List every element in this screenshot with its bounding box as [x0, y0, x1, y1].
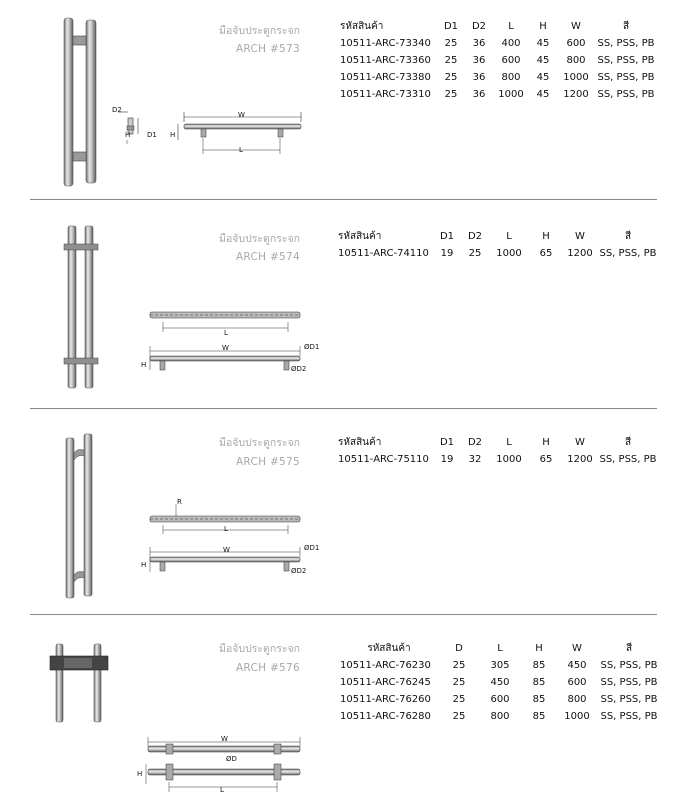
cell-w: 1200 — [567, 454, 593, 465]
product-section-574 — [0, 210, 684, 410]
product-title: มือจับประตูกระจก — [219, 643, 300, 655]
col-header-code: รหัสสินค้า — [340, 21, 384, 32]
table-header-row — [338, 228, 660, 245]
cell-code: 10511-ARC-73310 — [340, 89, 431, 100]
section-divider — [30, 408, 657, 409]
cell-d2: 36 — [472, 72, 486, 83]
table-row — [338, 451, 660, 468]
cell-code: 10511-ARC-76230 — [340, 660, 431, 671]
cell-h: 85 — [532, 694, 546, 705]
cell-code: 10511-ARC-73380 — [340, 72, 431, 83]
cell-h: 45 — [536, 72, 550, 83]
cell-d1: 25 — [444, 72, 458, 83]
dim-label-r: R — [177, 498, 182, 506]
table-row — [340, 35, 658, 52]
cell-d: 25 — [452, 711, 466, 722]
cell-code: 10511-ARC-76260 — [340, 694, 431, 705]
cell-color: SS, PSS, PB — [600, 677, 658, 688]
table-header-row — [340, 18, 658, 35]
cell-color: SS, PSS, PB — [597, 72, 655, 83]
product-title: มือจับประตูกระจก — [219, 25, 300, 37]
dim-label-h: H — [141, 361, 147, 369]
dim-label-d2: D2 — [112, 106, 122, 114]
product-title: มือจับประตูกระจก — [219, 437, 300, 449]
cell-l: 1000 — [498, 89, 524, 100]
cell-color: SS, PSS, PB — [600, 711, 658, 722]
dim-label-w: W — [238, 111, 245, 119]
dim-label-l: L — [220, 786, 224, 794]
cell-code: 10511-ARC-73360 — [340, 55, 431, 66]
cell-code: 10511-ARC-73340 — [340, 38, 431, 49]
spec-table-574 — [338, 228, 660, 262]
col-header-w: W — [575, 231, 585, 242]
dim-label-d1: D1 — [147, 131, 157, 139]
col-header-color: สี — [624, 231, 632, 242]
col-header-w: W — [575, 437, 585, 448]
col-header-d2: D2 — [467, 437, 483, 448]
cell-l: 600 — [501, 55, 521, 66]
dim-label-l: L — [224, 329, 228, 337]
spec-table-576 — [340, 640, 662, 725]
dim-label-h: H — [141, 561, 147, 569]
col-header-h: H — [535, 643, 543, 654]
dim-label-h: H — [137, 770, 143, 778]
dim-label-l: L — [239, 146, 243, 154]
cell-w: 800 — [567, 694, 587, 705]
col-header-l: L — [506, 231, 512, 242]
cell-d: 25 — [452, 694, 466, 705]
cell-l: 600 — [490, 694, 510, 705]
product-model: ARCH #575 — [235, 456, 300, 468]
table-row — [340, 69, 658, 86]
col-header-w: W — [571, 21, 581, 32]
col-header-color: สี — [624, 437, 632, 448]
table-row — [340, 674, 662, 691]
col-header-d1: D1 — [439, 231, 455, 242]
cell-d1: 25 — [444, 89, 458, 100]
col-header-code: รหัสสินค้า — [338, 231, 382, 242]
product-section-576 — [0, 624, 684, 810]
cell-d: 25 — [452, 660, 466, 671]
table-row — [340, 52, 658, 69]
col-header-d2: D2 — [467, 231, 483, 242]
cell-color: SS, PSS, PB — [597, 89, 655, 100]
col-header-l: L — [506, 437, 512, 448]
cell-d2: 36 — [472, 38, 486, 49]
col-header-d2: D2 — [471, 21, 487, 32]
col-header-d: D — [455, 643, 463, 654]
cell-color: SS, PSS, PB — [597, 55, 655, 66]
cell-d: 25 — [452, 677, 466, 688]
cell-w: 1200 — [567, 248, 593, 259]
dim-label-d1: ØD1 — [304, 544, 320, 552]
col-header-h: H — [542, 231, 550, 242]
cell-w: 800 — [566, 55, 586, 66]
cell-d1: 19 — [440, 454, 454, 465]
section-divider — [30, 614, 657, 615]
cell-color: SS, PSS, PB — [600, 660, 658, 671]
cell-l: 800 — [501, 72, 521, 83]
col-header-code: รหัสสินค้า — [338, 437, 382, 448]
cell-d2: 25 — [468, 248, 482, 259]
cell-w: 1000 — [564, 711, 590, 722]
cell-l: 1000 — [496, 454, 522, 465]
cell-w: 1200 — [563, 89, 589, 100]
cell-d2: 36 — [472, 89, 486, 100]
cell-h: 45 — [536, 55, 550, 66]
cell-h: 45 — [536, 89, 550, 100]
dim-label-h: H — [125, 131, 131, 139]
cell-h: 85 — [532, 711, 546, 722]
dim-label-w: W — [222, 344, 229, 352]
col-header-l: L — [508, 21, 514, 32]
cell-color: SS, PSS, PB — [599, 454, 657, 465]
cell-d2: 32 — [468, 454, 482, 465]
product-section-575 — [0, 418, 684, 614]
col-header-color: สี — [625, 643, 633, 654]
cell-code: 10511-ARC-75110 — [338, 454, 429, 465]
dim-label-d1: ØD1 — [304, 343, 320, 351]
cell-color: SS, PSS, PB — [597, 38, 655, 49]
cell-h: 65 — [539, 248, 553, 259]
dim-label-d2: ØD2 — [291, 567, 307, 575]
cell-code: 10511-ARC-76280 — [340, 711, 431, 722]
product-model: ARCH #574 — [235, 251, 300, 263]
cell-code: 10511-ARC-76245 — [340, 677, 431, 688]
col-header-d1: D1 — [439, 437, 455, 448]
table-row — [340, 86, 658, 103]
product-model: ARCH #576 — [235, 662, 300, 674]
spec-table-575 — [338, 434, 660, 468]
col-header-color: สี — [622, 21, 630, 32]
side-view-drawing-573 — [118, 112, 138, 144]
cell-color: SS, PSS, PB — [600, 694, 658, 705]
cell-w: 600 — [567, 677, 587, 688]
dim-label-d2: ØD2 — [291, 365, 307, 373]
cell-l: 450 — [490, 677, 510, 688]
product-model: ARCH #573 — [235, 43, 300, 55]
dim-label-w: W — [221, 735, 228, 743]
section-divider — [30, 199, 657, 200]
dim-label-d: ØD — [226, 755, 237, 763]
table-row — [340, 657, 662, 674]
col-header-h: H — [539, 21, 547, 32]
table-row — [340, 691, 662, 708]
cell-d1: 25 — [444, 55, 458, 66]
cell-d1: 25 — [444, 38, 458, 49]
cell-w: 450 — [567, 660, 587, 671]
dim-label-w: W — [223, 546, 230, 554]
cell-w: 1000 — [563, 72, 589, 83]
col-header-w: W — [572, 643, 582, 654]
cell-w: 600 — [566, 38, 586, 49]
col-header-h: H — [542, 437, 550, 448]
cell-l: 400 — [501, 38, 521, 49]
product-section-573 — [0, 0, 684, 200]
product-title: มือจับประตูกระจก — [219, 233, 300, 245]
dim-label-h-front: H — [170, 131, 176, 139]
table-row — [338, 245, 660, 262]
cell-h: 85 — [532, 677, 546, 688]
cell-d1: 19 — [440, 248, 454, 259]
cell-h: 85 — [532, 660, 546, 671]
cell-l: 1000 — [496, 248, 522, 259]
col-header-l: L — [497, 643, 503, 654]
col-header-d1: D1 — [443, 21, 459, 32]
col-header-code: รหัสสินค้า — [367, 643, 411, 654]
spec-table-573 — [340, 18, 658, 103]
cell-h: 65 — [539, 454, 553, 465]
table-header-row — [338, 434, 660, 451]
cell-l: 305 — [490, 660, 510, 671]
dim-label-l: L — [224, 525, 228, 533]
table-header-row — [340, 640, 662, 657]
cell-l: 800 — [490, 711, 510, 722]
cell-color: SS, PSS, PB — [599, 248, 657, 259]
cell-code: 10511-ARC-74110 — [338, 248, 429, 259]
cell-h: 45 — [536, 38, 550, 49]
table-row — [340, 708, 662, 725]
cell-d2: 36 — [472, 55, 486, 66]
